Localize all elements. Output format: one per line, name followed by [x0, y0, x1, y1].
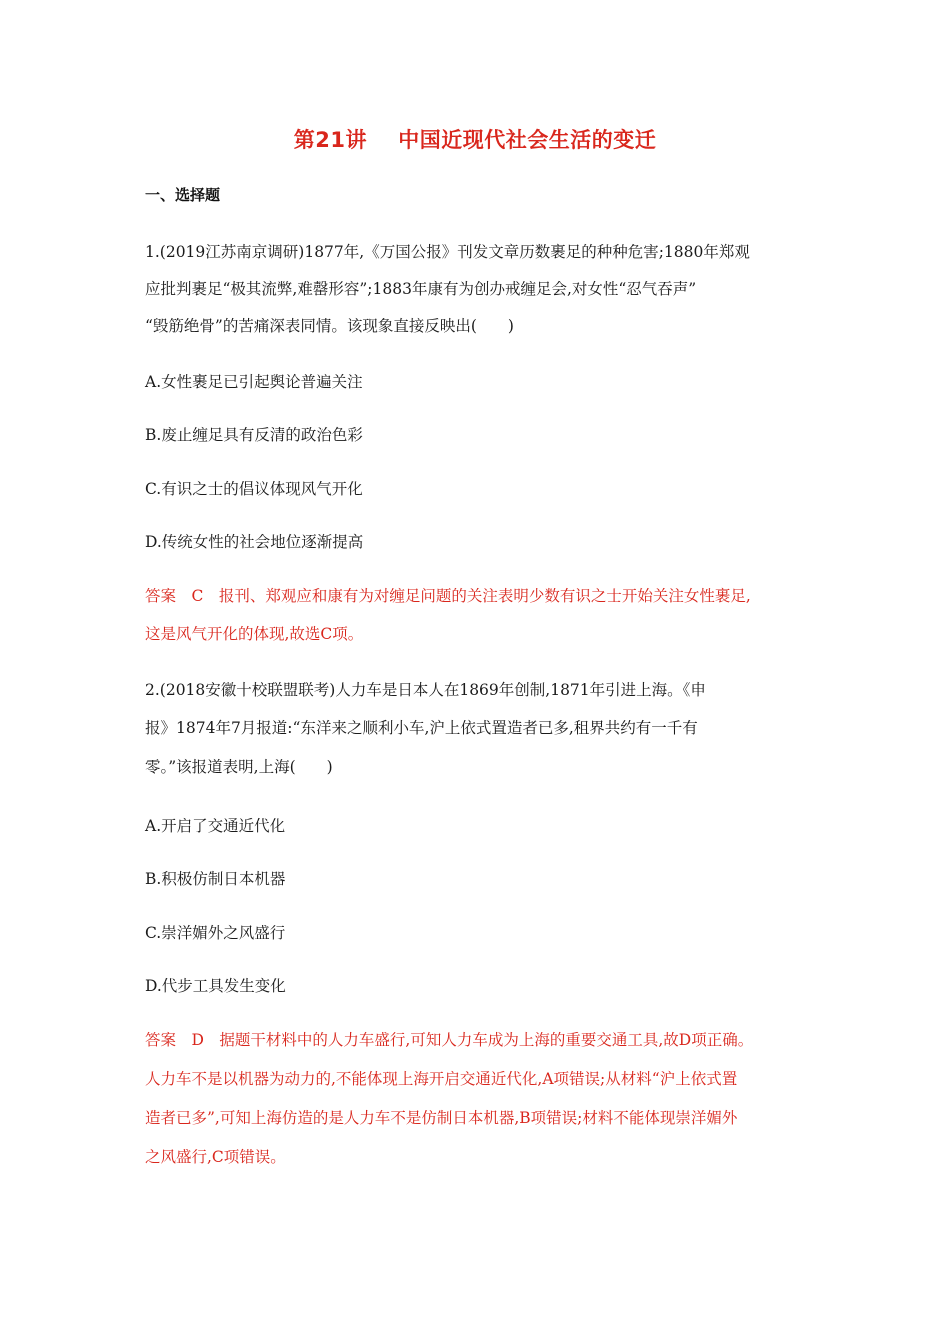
q1-option-c: C.有识之士的倡议体现风气开化: [145, 480, 363, 498]
page-title: 第21讲 中国近现代社会生活的变迁: [293, 128, 657, 152]
q2-answer-line-2: 人力车不是以机器为动力的,不能体现上海开启交通近代化,A项错误;从材料“沪上依式置: [145, 1070, 738, 1088]
q1-answer-line-2: 这是风气开化的体现,故选C项。: [145, 625, 364, 643]
section-heading: 一、选择题: [145, 186, 221, 204]
q2-option-d: D.代步工具发生变化: [145, 977, 286, 995]
q2-answer-line-4: 之风盛行,C项错误。: [145, 1148, 286, 1166]
q2-stem-line-1: 2.(2018安徽十校联盟联考)人力车是日本人在1869年创制,1871年引进上海。《申: [145, 681, 706, 699]
q2-answer-line-3: 造者已多”,可知上海仿造的是人力车不是仿制日本机器,B项错误;材料不能体现崇洋媚外: [145, 1109, 738, 1127]
q1-stem-line-1: 1.(2019江苏南京调研)1877年,《万国公报》刊发文章历数裹足的种种危害;1880年郑观: [145, 243, 750, 261]
q1-option-b: B.废止缠足具有反清的政治色彩: [145, 426, 363, 444]
q2-stem-line-3: 零。”该报道表明,上海( ): [145, 758, 333, 776]
q2-option-c: C.崇洋媚外之风盛行: [145, 924, 286, 942]
q2-option-b: B.积极仿制日本机器: [145, 870, 286, 888]
q1-stem-line-3: “毁筋绝骨”的苦痛深表同情。该现象直接反映出( ): [145, 317, 514, 335]
q2-answer-line-1: 答案 D 据题干材料中的人力车盛行,可知人力车成为上海的重要交通工具,故D项正确。: [145, 1031, 754, 1049]
q1-stem-line-2: 应批判裹足“极其流弊,难罄形容”;1883年康有为创办戒缠足会,对女性“忍气吞声”: [145, 280, 697, 298]
q1-option-a: A.女性裹足已引起舆论普遍关注: [145, 373, 363, 391]
q1-option-d: D.传统女性的社会地位逐渐提高: [145, 533, 364, 551]
q2-option-a: A.开启了交通近代化: [145, 817, 286, 835]
q1-answer-line-1: 答案 C 报刊、郑观应和康有为对缠足问题的关注表明少数有识之士开始关注女性裹足,: [145, 587, 751, 605]
q2-stem-line-2: 报》1874年7月报道:“东洋来之顺利小车,沪上依式置造者已多,租界共约有一千有: [145, 719, 698, 737]
